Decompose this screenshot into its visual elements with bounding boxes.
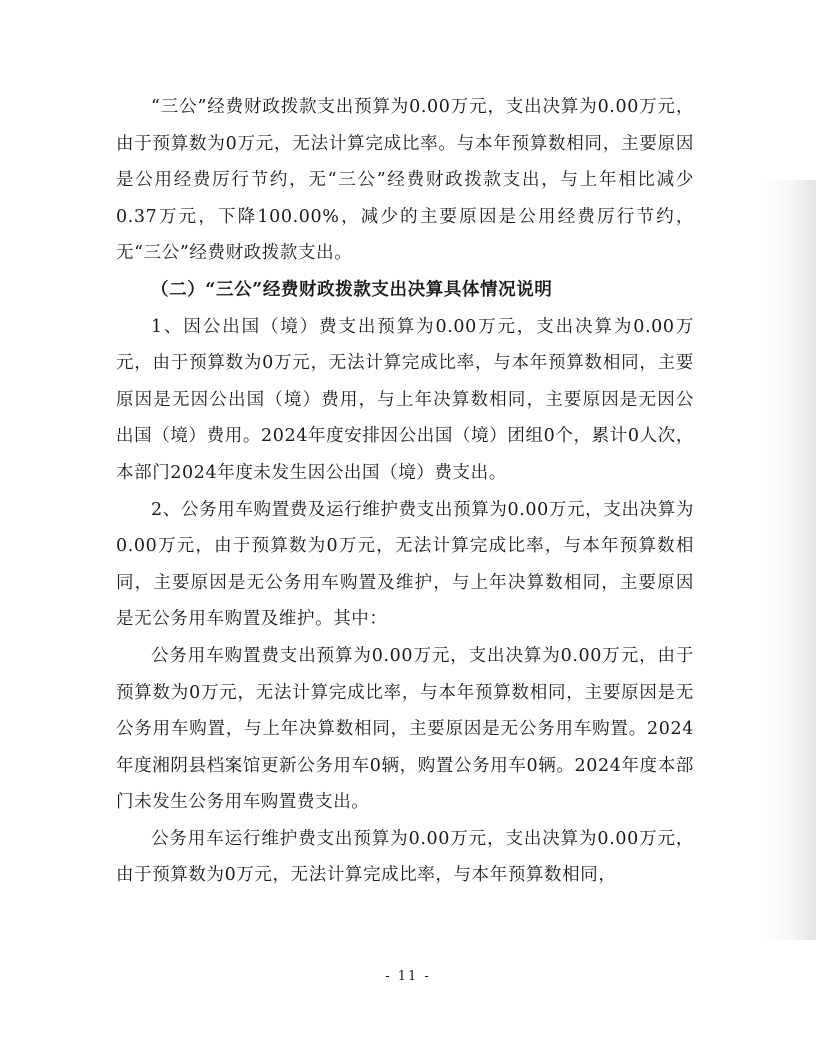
- page-number: - 11 -: [385, 969, 431, 984]
- paragraph-vehicle-purchase: 公务用车购置费支出预算为0.00万元，支出决算为0.00万元，由于预算数为0万元，无法计算完成比率，与本年预算数相同，主要原因是无公务用车购置，与上年决算数相同，主要原因是无公务用车购置。2024年度湘阴县档案馆更新公务用车0辆，购置公务用车0辆。2024年度本部门未发生公务用车购置费支出。: [116, 645, 694, 813]
- paragraph-vehicle-maintenance: 公务用车运行维护费支出预算为0.00万元，支出决算为0.00万元，由于预算数为0万元，无法计算完成比率，与本年预算数相同，: [116, 828, 694, 886]
- paragraph-sangong-summary: “三公”经费财政拨款支出预算为0.00万元，支出决算为0.00万元，由于预算数为0万元，无法计算完成比率。与本年预算数相同，主要原因是公用经费厉行节约，无“三公”经费财政拨款支出，与上年相比减少0.37万元，下降100.00%，减少的主要原因是公用经费厉行节约，无“三公”经费财政拨款支出。: [116, 97, 694, 264]
- scan-shadow: [760, 180, 816, 940]
- document-body: [116, 89, 694, 894]
- paragraph-overseas-travel: 1、因公出国（境）费支出预算为0.00万元，支出决算为0.00万元，由于预算数为0万元，无法计算完成比率，与本年预算数相同，主要原因是无因公出国（境）费用，与上年决算数相同，主要原因是无因公出国（境）费用。2024年度安排因公出国（境）团组0个，累计0人次，本部门2024年度未发生因公出国（境）费支出。: [116, 316, 694, 483]
- section-heading: （二）“三公”经费财政拨款支出决算具体情况说明: [151, 279, 553, 300]
- paragraph-vehicle-costs: 2、公务用车购置费及运行维护费支出预算为0.00万元，支出决算为0.00万元，由于预算数为0万元，无法计算完成比率，与本年预算数相同，主要原因是无公务用车购置及维护，与上年决算数相同，主要原因是无公务用车购置及维护。其中：: [116, 499, 694, 630]
